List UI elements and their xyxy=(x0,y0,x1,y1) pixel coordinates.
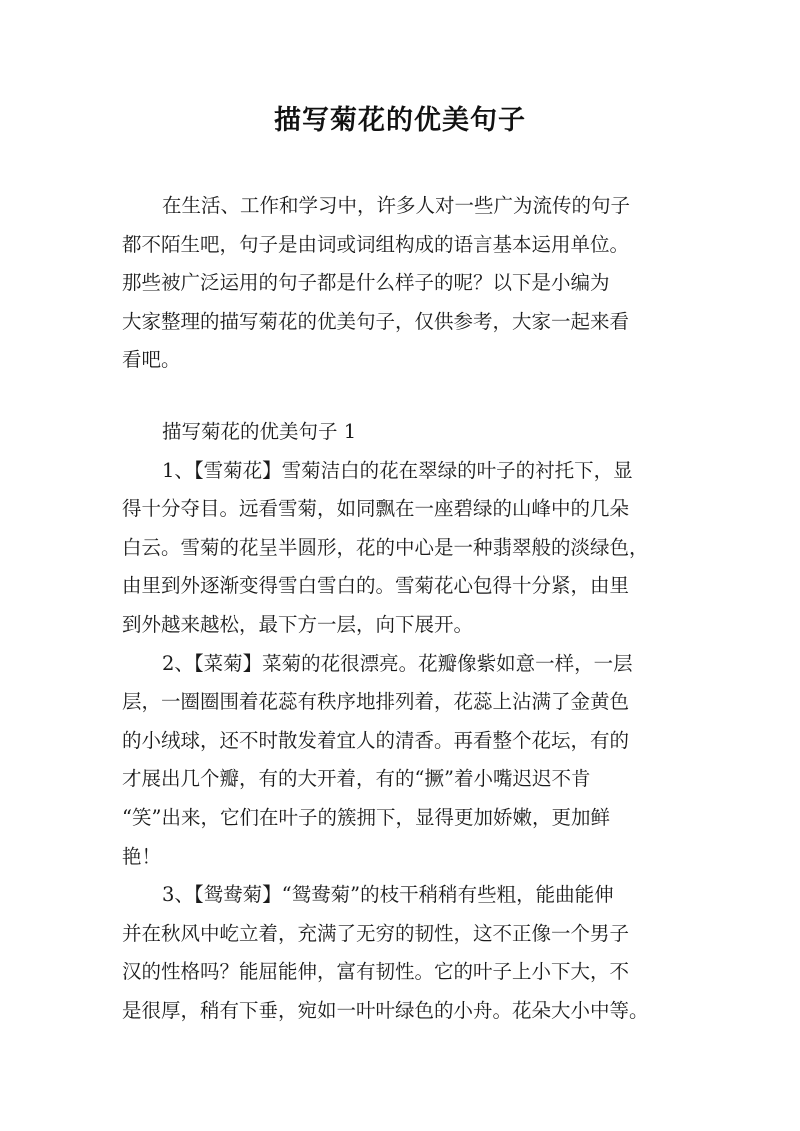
item-line: 由里到外逐渐变得雪白雪白的。雪菊花心包得十分紧，由里 xyxy=(122,574,630,598)
intro-paragraph xyxy=(122,187,688,380)
section-body xyxy=(122,413,688,1031)
intro-line: 都不陌生吧，句子是由词或词组构成的语言基本运用单位。 xyxy=(122,232,630,256)
item-line: 的小绒球，还不时散发着宜人的清香。再看整个花坛，有的 xyxy=(122,728,630,752)
intro-line: 在生活、工作和学习中，许多人对一些广为流传的句子 xyxy=(162,194,631,217)
section-heading: 描写菊花的优美句子 1 xyxy=(162,420,357,443)
item-line: 艳！ xyxy=(122,844,162,868)
item-line: 3、【鸳鸯菊】“鸳鸯菊”的枝干稍稍有些粗，能曲能伸 xyxy=(162,883,614,907)
item-paragraph-1 xyxy=(122,452,688,645)
item-line: 得十分夺目。远看雪菊，如同飘在一座碧绿的山峰中的几朵 xyxy=(122,497,630,521)
item-line: 到外越来越松，最下方一层，向下展开。 xyxy=(122,612,474,636)
item-line: 层，一圈圈围着花蕊有秩序地排列着，花蕊上沾满了金黄色 xyxy=(122,690,630,714)
intro-line: 那些被广泛运用的句子都是什么样子的呢？以下是小编为 xyxy=(122,271,610,295)
item-line: “笑”出来，它们在叶子的簇拥下，显得更加娇嫩，更加鲜 xyxy=(122,805,610,829)
intro-line: 看吧。 xyxy=(122,348,181,372)
item-paragraph-3 xyxy=(122,876,688,1030)
item-line: 才展出几个瓣，有的大开着，有的“撅”着小嘴迟迟不肯 xyxy=(122,767,591,791)
page-title: 描写菊花的优美句子 xyxy=(274,105,526,136)
intro-line: 大家整理的描写菊花的优美句子，仅供参考，大家一起来看 xyxy=(122,309,630,333)
item-paragraph-2 xyxy=(122,645,688,877)
item-line: 并在秋风中屹立着，充满了无穷的韧性，这不正像一个男子 xyxy=(122,921,630,945)
item-line: 是很厚，稍有下垂，宛如一叶叶绿色的小舟。花朵大小中等。 xyxy=(122,998,649,1022)
item-line: 汉的性格吗？能屈能伸，富有韧性。它的叶子上小下大，不 xyxy=(122,960,630,984)
item-line: 白云。雪菊的花呈半圆形，花的中心是一种翡翠般的淡绿色， xyxy=(122,535,649,559)
item-line: 2、【菜菊】菜菊的花很漂亮。花瓣像紫如意一样，一层 xyxy=(162,651,633,675)
item-line: 1、【雪菊花】雪菊洁白的花在翠绿的叶子的衬托下，显 xyxy=(162,458,633,482)
